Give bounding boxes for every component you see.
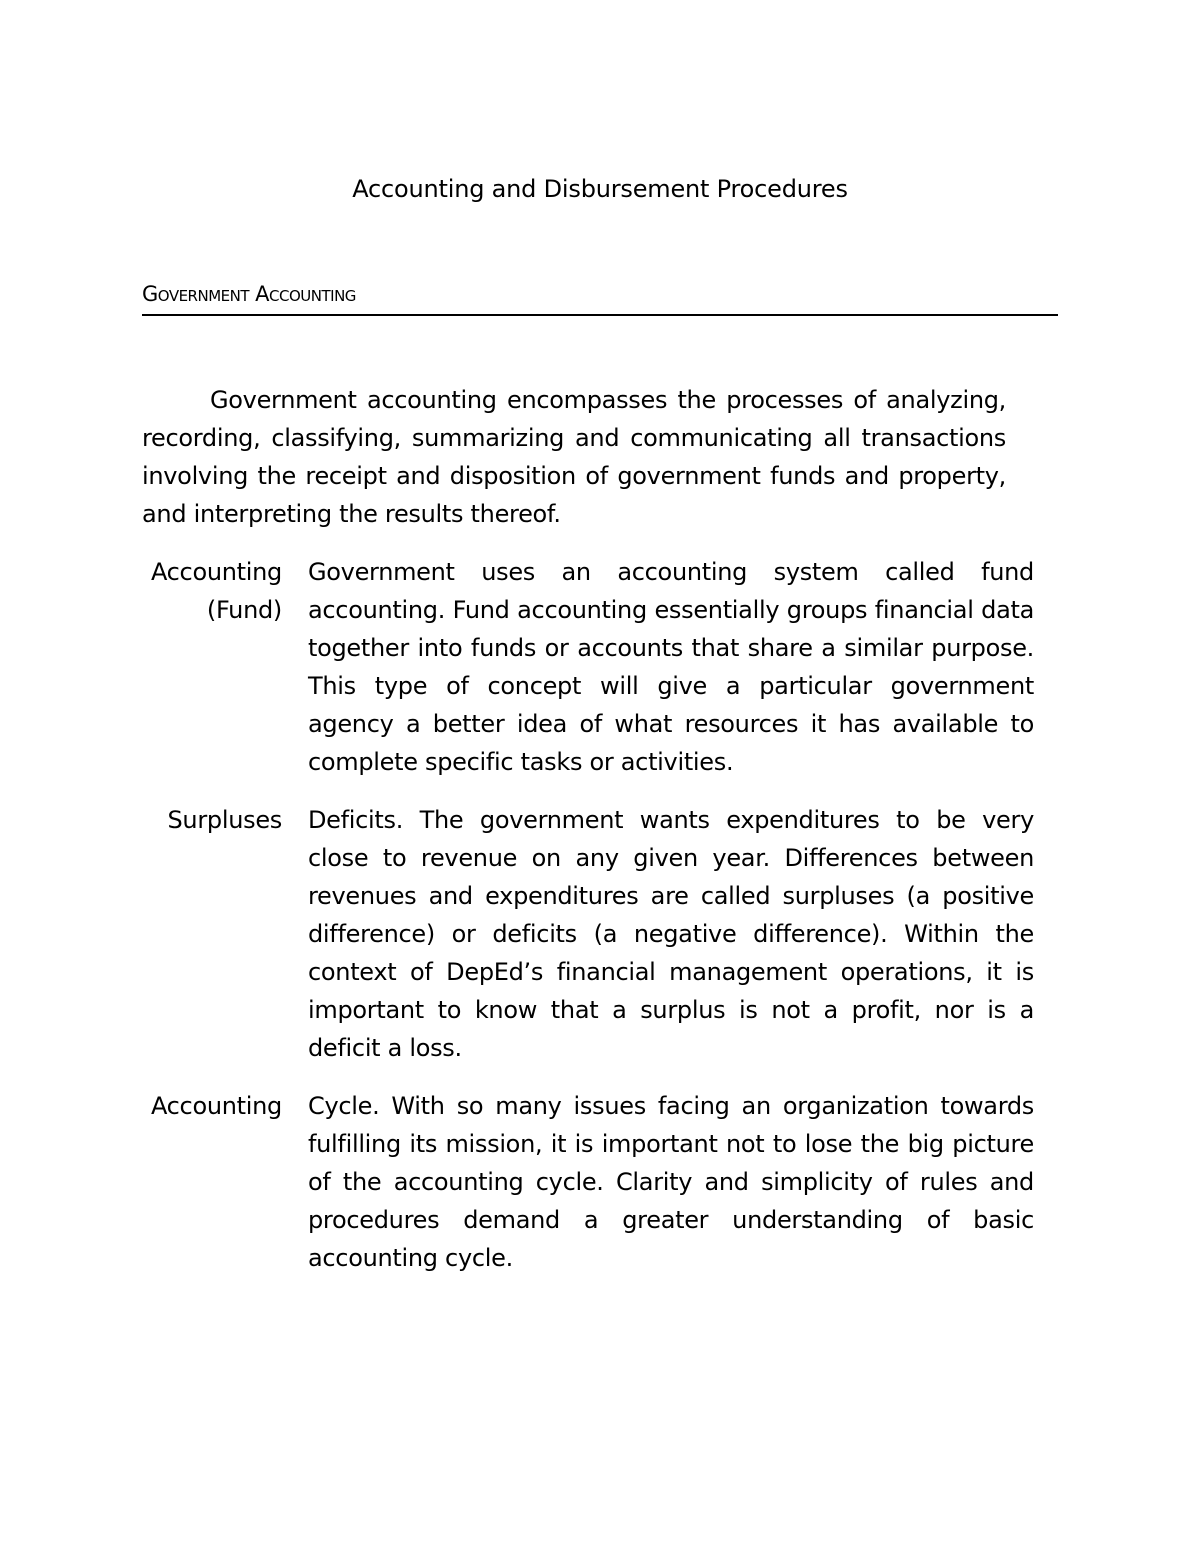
section-heading: Government Accounting	[142, 280, 1058, 316]
term-row-fund-accounting	[142, 553, 1034, 781]
term-row-surpluses	[142, 801, 1034, 1067]
page-title: Accounting and Disbursement Procedures	[352, 175, 848, 203]
term-body: Deficits. The government wants expenditures to be very close to revenue on any given year. Differences between revenues and expenditures are called surpluses (a positive difference) or deficits (a negative difference). Within the context of DepEd’s financial management operations, it is important to know that a surplus is not a profit, nor is a deficit a loss.	[308, 806, 1034, 1062]
term-row-accounting-cycle	[142, 1087, 1034, 1277]
term-label: Accounting	[150, 1092, 282, 1120]
term-body: Government uses an accounting system called fund accounting. Fund accounting essentially groups financial data together into funds or accounts that share a similar purpose. This type of concept will give a particular government agency a better idea of what resources it has available to complete specific tasks or activities.	[308, 558, 1034, 776]
term-body: Cycle. With so many issues facing an organization towards fulfilling its mission, it is important not to lose the big picture of the accounting cycle. Clarity and simplicity of rules and procedures demand a greater understanding of basic accounting cycle.	[308, 1092, 1034, 1272]
term-label: Accounting (Fund)	[150, 558, 282, 624]
intro-paragraph: Government accounting encompasses the processes of analyzing, recording, classifying, summarizing and communicating all transactions involving the receipt and disposition of government funds and property, and interpreting the results thereof.	[142, 386, 1006, 528]
term-label: Surpluses	[167, 806, 282, 834]
